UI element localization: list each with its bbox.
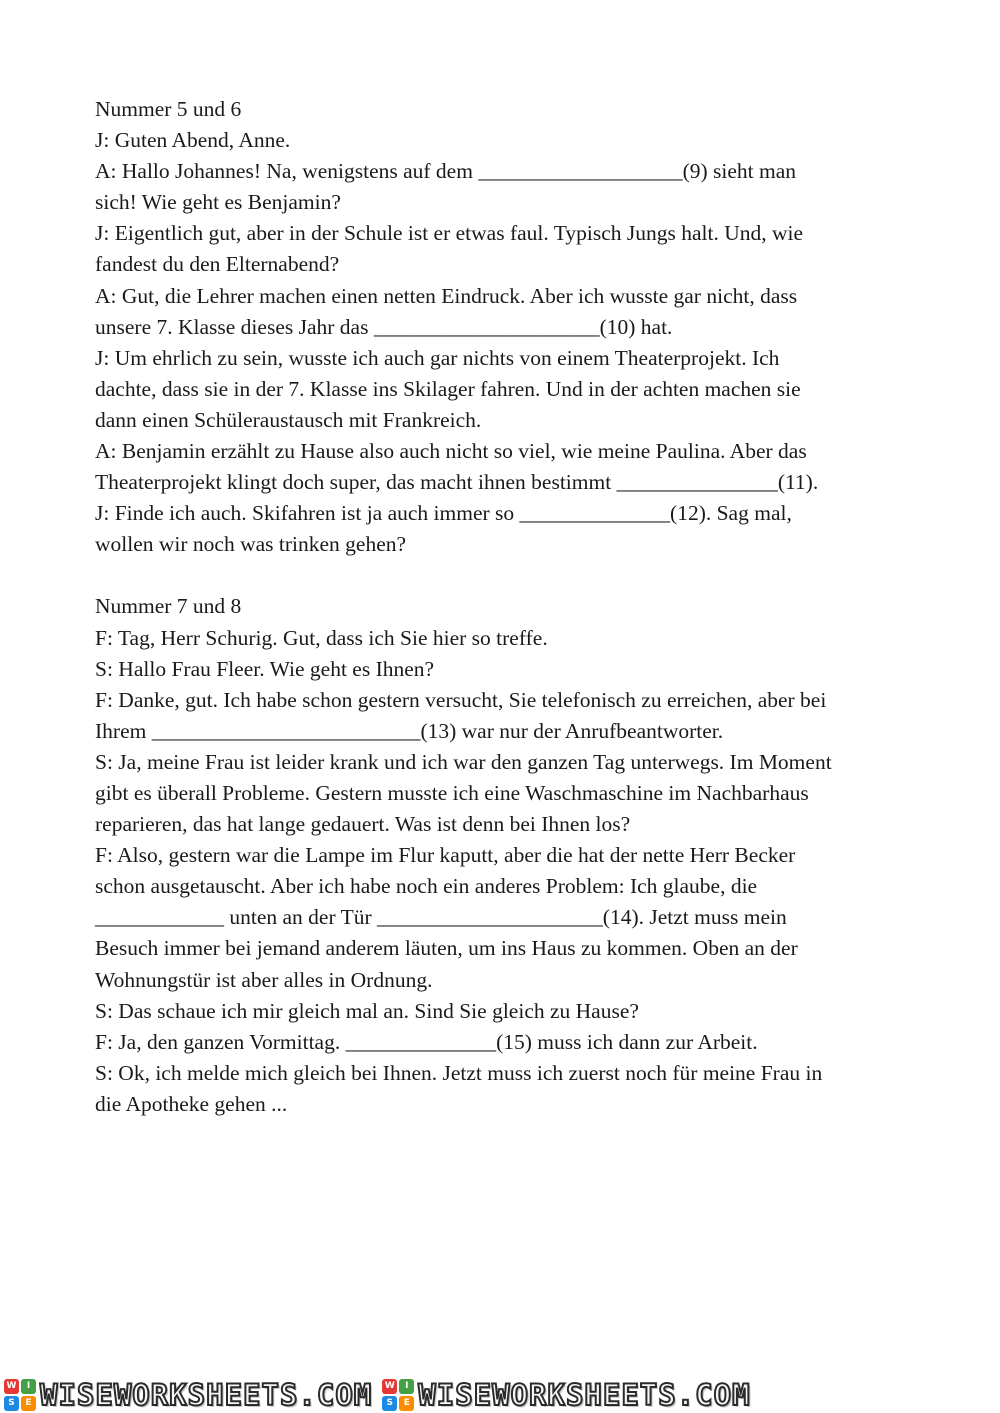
dialogue-line: S: Hallo Frau Fleer. Wie geht es Ihnen? [95,656,435,681]
dialogue-line: die Apotheke gehen ... [95,1091,288,1116]
dialogue-line: A: Benjamin erzählt zu Hause also auch nicht so viel, wie meine Paulina. Aber das [95,439,807,464]
dialogue-line: sich! Wie geht es Benjamin? [95,190,341,215]
dialogue-line: Besuch immer bei jemand anderem läuten, um ins Haus zu kommen. Oben an der [95,936,798,961]
dialogue-line: gibt es überall Probleme. Gestern musste ich eine Waschmaschine im Nachbarhaus [95,780,809,805]
dialogue-line: fandest du den Elternabend? [95,252,340,277]
logo-tile: W [4,1379,19,1394]
dialogue-line: J: Eigentlich gut, aber in der Schule ist er etwas faul. Typisch Jungs halt. Und, wie [95,221,804,246]
dialogue-line: F: Also, gestern war die Lampe im Flur kaputt, aber die hat der nette Herr Becker [95,843,796,868]
dialogue-line: J: Finde ich auch. Skifahren ist ja auch immer so ______________(12). Sag mal, [95,501,792,526]
dialogue-line: reparieren, das hat lange gedauert. Was ist denn bei Ihnen los? [95,812,631,837]
wiseworksheets-logo-icon [4,1379,36,1411]
watermark-footer [0,1377,1000,1413]
dialogue-line: J: Guten Abend, Anne. [95,128,291,153]
section-spacer [95,560,910,591]
logo-tile: W [382,1379,397,1394]
dialogue-line: Ihrem _________________________(13) war nur der Anrufbeantworter. [95,718,724,743]
dialogue-line: unsere 7. Klasse dieses Jahr das _____________________(10) hat. [95,314,673,339]
logo-tile: I [21,1379,36,1394]
dialogue-line: S: Ja, meine Frau ist leider krank und ich war den ganzen Tag unterwegs. Im Moment [95,749,832,774]
wiseworksheets-logo-icon [382,1379,414,1411]
section-heading-7-8: Nummer 7 und 8 [95,594,242,619]
dialogue-5-6 [95,125,910,560]
watermark-text: WISEWORKSHEETS.COM [418,1378,751,1412]
logo-tile: E [21,1396,36,1411]
logo-tile: E [399,1396,414,1411]
dialogue-line: Theaterprojekt klingt doch super, das macht ihnen bestimmt _______________(11). [95,470,819,495]
watermark-brand [4,1378,372,1412]
dialogue-line: S: Das schaue ich mir gleich mal an. Sind Sie gleich zu Hause? [95,998,639,1023]
watermark-text: WISEWORKSHEETS.COM [40,1378,373,1412]
dialogue-line: dann einen Schüleraustausch mit Frankreich. [95,407,482,432]
dialogue-line: F: Ja, den ganzen Vormittag. ______________(15) muss ich dann zur Arbeit. [95,1029,758,1054]
worksheet-page [95,94,910,1120]
section-heading-5-6: Nummer 5 und 6 [95,97,242,121]
dialogue-line: F: Danke, gut. Ich habe schon gestern versucht, Sie telefonisch zu erreichen, aber bei [95,687,827,712]
logo-tile: S [4,1396,19,1411]
dialogue-line: dachte, dass sie in der 7. Klasse ins Skilager fahren. Und in der achten machen sie [95,376,801,401]
dialogue-line: A: Hallo Johannes! Na, wenigstens auf dem ___________________(9) sieht man [95,159,797,184]
dialogue-line: F: Tag, Herr Schurig. Gut, dass ich Sie hier so treffe. [95,625,548,650]
watermark-brand [382,1378,750,1412]
logo-tile: I [399,1379,414,1394]
logo-tile: S [382,1396,397,1411]
dialogue-line: J: Um ehrlich zu sein, wusste ich auch gar nichts von einem Theaterprojekt. Ich [95,345,780,370]
dialogue-line: wollen wir noch was trinken gehen? [95,532,407,557]
dialogue-line: schon ausgetauscht. Aber ich habe noch ein anderes Problem: Ich glaube, die [95,874,758,899]
dialogue-line: A: Gut, die Lehrer machen einen netten Eindruck. Aber ich wusste gar nicht, dass [95,283,798,308]
dialogue-7-8 [95,623,910,1121]
dialogue-line: ____________ unten an der Tür _____________________(14). Jetzt muss mein [95,905,787,930]
dialogue-line: Wohnungstür ist aber alles in Ordnung. [95,967,433,992]
dialogue-line: S: Ok, ich melde mich gleich bei Ihnen. Jetzt muss ich zuerst noch für meine Frau in [95,1060,823,1085]
